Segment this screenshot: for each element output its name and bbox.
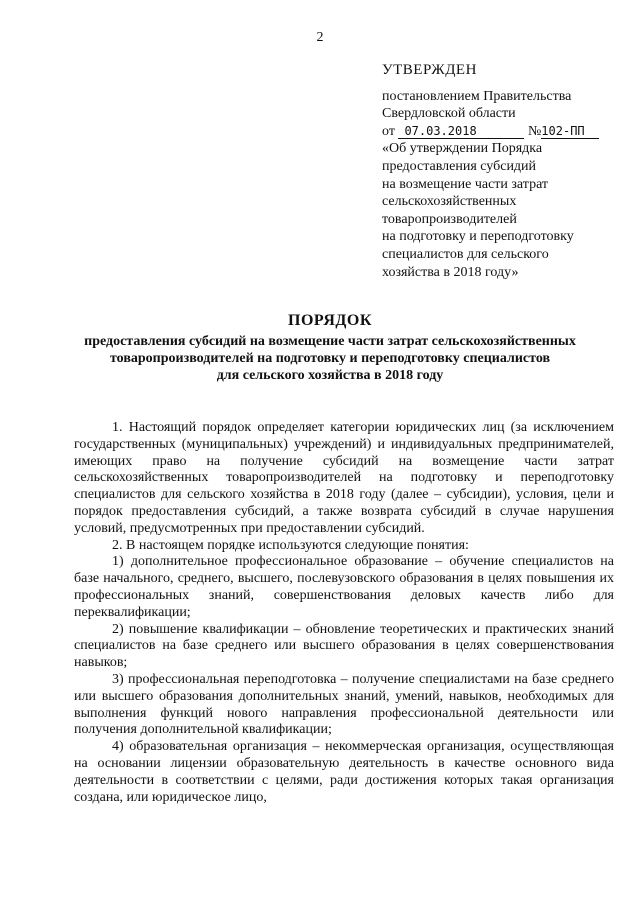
document-title: ПОРЯДОК [288, 312, 372, 329]
number-prefix: № [527, 123, 542, 139]
document-subtitle-line: предоставления субсидий на возмещение части затрат сельскохозяйственных [84, 334, 576, 349]
approval-line-1: постановлением Правительства [382, 88, 572, 104]
number-value: 102-ПП [541, 125, 599, 139]
approval-title-line: предоставления субсидий [382, 158, 537, 174]
date-value: 07.03.2018 [398, 125, 524, 139]
approval-title-line: хозяйства в 2018 году» [382, 264, 519, 280]
paragraph: 2. В настоящем порядке используются следующие понятия: [112, 537, 469, 553]
document-subtitle-line: товаропроизводителей на подготовку и переподготовку специалистов [109, 351, 551, 366]
approval-title-line: товаропроизводителей [382, 211, 517, 227]
date-prefix: от [382, 123, 395, 139]
page-number: 2 [316, 30, 324, 45]
approval-title-line: на возмещение части затрат [382, 176, 549, 192]
document-body [74, 420, 614, 806]
paragraph: 1) дополнительное профессиональное образование – обучение специалистов на базе начального, среднего, высшего, послевузовского образования в целях повышения их профессиональных знаний, совершенствования деловых качеств либо для переквалификации; [74, 554, 614, 620]
approval-date-line [382, 123, 622, 141]
approval-stamp: УТВЕРЖДЕН [382, 62, 477, 78]
approval-title-line: сельскохозяйственных [382, 194, 517, 210]
paragraph: 2) повышение квалификации – обновление теоретических и практических знаний специалистов на базе среднего или высшего образования в целях совершенствования навыков; [74, 621, 614, 671]
approval-title-line: на подготовку и переподготовку [382, 229, 574, 245]
paragraph: 1. Настоящий порядок определяет категории юридических лиц (за исключением государственных (муниципальных) учреждений) и индивидуальных предпринимателей, имеющих право на получение субсидий на возмещение части затрат сельскохозяйственных товаропроизводителей на подготовку и переподготовку специалистов для сельского хозяйства в 2018 году (далее – субсидии), условия, цели и порядок предоставления субсидий, а также возврата субсидий в случае нарушения условий, предусмотренных при предоставлении субсидий. [74, 420, 614, 536]
approval-block [382, 62, 622, 281]
document-subtitle-line: для сельского хозяйства в 2018 году [216, 368, 444, 383]
document-heading [60, 312, 600, 384]
approval-title-line: «Об утверждении Порядка [382, 141, 543, 157]
paragraph: 4) образовательная организация – некоммерческая организация, осуществляющая на основании лицензии образовательную деятельность в качестве основного вида деятельности в соответствии с целями, ради достижения которых такая организация создана, или юридическое лицо, [74, 739, 614, 805]
approval-line-2: Свердловской области [382, 106, 516, 122]
approval-title-line: специалистов для сельского [382, 246, 549, 262]
paragraph: 3) профессиональная переподготовка – получение специалистами на базе среднего или высшего образования дополнительных знаний, умений, навыков, необходимых для выполнения функций нового направления профессиональной деятельности или получения дополнительной квалификации; [74, 671, 614, 738]
